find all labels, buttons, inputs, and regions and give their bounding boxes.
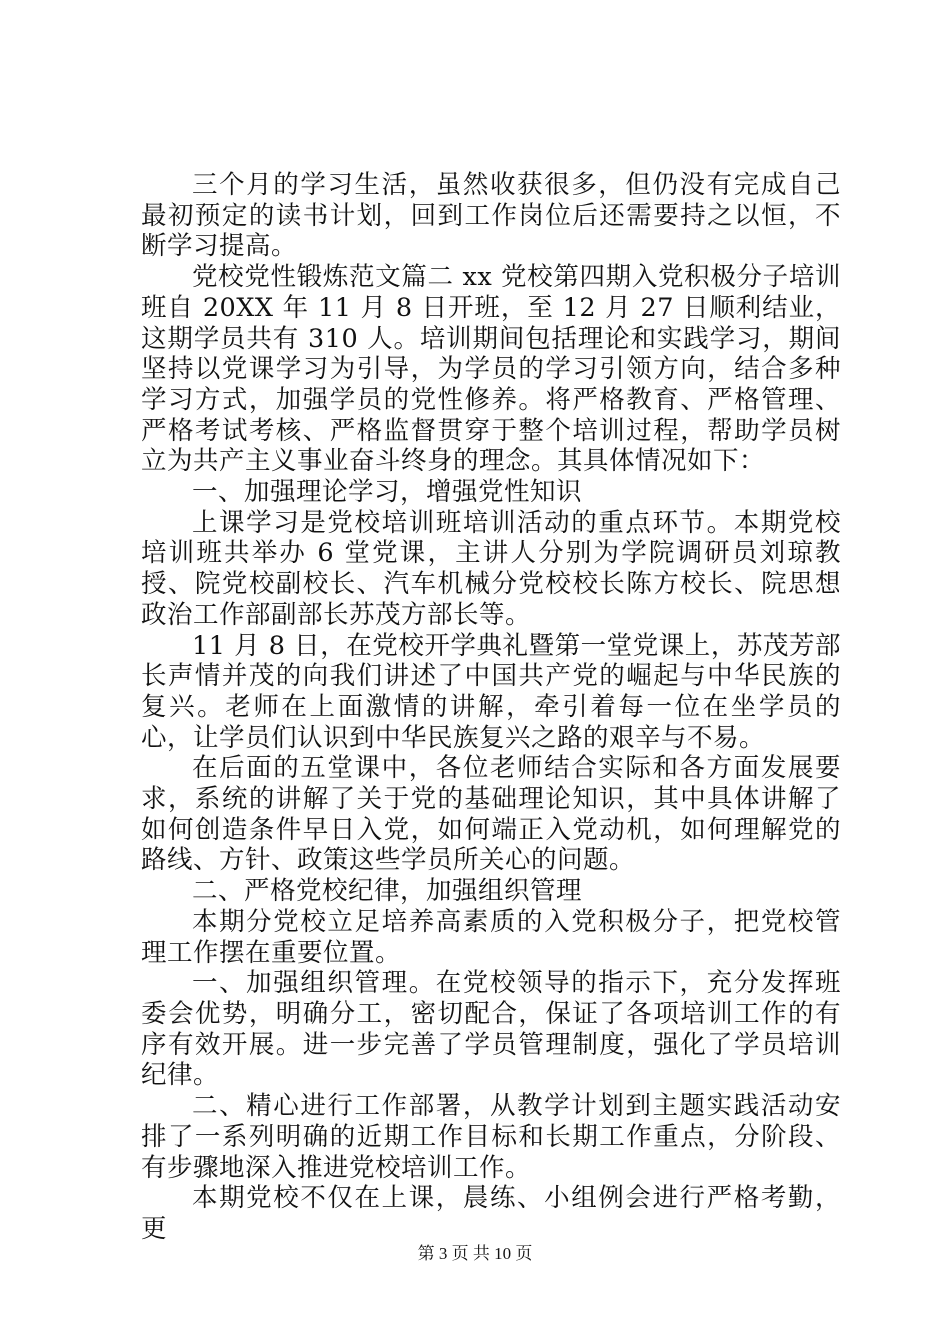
page-footer: 第 3 页 共 10 页 xyxy=(417,1244,533,1263)
section-heading: 一、加强理论学习，增强党性知识 xyxy=(192,477,583,508)
document-body xyxy=(141,170,841,1245)
paragraph: 本期党校不仅在上课，晨练、小组例会进行严格考勤，更 xyxy=(141,1183,841,1244)
paragraph: 党校党性锻炼范文篇二 xx 党校第四期入党积极分子培训班自 20XX 年 11 月 8 日开班，至 12 月 27 日顺利结业，这期学员共有 310 人。培训期间包括理论和实践学习，期间坚持以党课学习为引导，为学员的学习引领方向，结合多种学习方式，加强学员的党性修养。将严格教育、严格管理、严格考试考核、严格监督贯穿于整个培训过程，帮助学员树立为共产主义事业奋斗终身的理念。其具体情况如下： xyxy=(141,262,841,477)
paragraph: 本期分党校立足培养高素质的入党积极分子，把党校管理工作摆在重要位置。 xyxy=(141,906,841,968)
paragraph: 上课学习是党校培训班培训活动的重点环节。本期党校培训班共举办 6 堂党课，主讲人分别为学院调研员刘琼教授、院党校副校长、汽车机械分党校校长陈方校长、院思想政治工作部副部长苏茂方部长等。 xyxy=(141,507,841,630)
paragraph: 三个月的学习生活，虽然收获很多，但仍没有完成自己最初预定的读书计划，回到工作岗位后还需要持之以恒，不断学习提高。 xyxy=(141,170,841,262)
paragraph: 11 月 8 日，在党校开学典礼暨第一堂党课上，苏茂芳部长声情并茂的向我们讲述了中国共产党的崛起与中华民族的复兴。老师在上面激情的讲解，牵引着每一位在坐学员的心，让学员们认识到中华民族复兴之路的艰辛与不易。 xyxy=(141,630,841,753)
paragraph: 一、加强组织管理。在党校领导的指示下，充分发挥班委会优势，明确分工，密切配合，保证了各项培训工作的有序有效开展。进一步完善了学员管理制度，强化了学员培训纪律。 xyxy=(141,968,841,1091)
section-heading: 二、严格党校纪律，加强组织管理 xyxy=(192,876,583,907)
paragraph: 二、精心进行工作部署，从教学计划到主题实践活动安排了一系列明确的近期工作目标和长期工作重点，分阶段、有步骤地深入推进党校培训工作。 xyxy=(141,1091,841,1183)
paragraph: 在后面的五堂课中，各位老师结合实际和各方面发展要求，系统的讲解了关于党的基础理论知识，其中具体讲解了如何创造条件早日入党，如何端正入党动机，如何理解党的路线、方针、政策这些学员所关心的问题。 xyxy=(141,753,841,876)
